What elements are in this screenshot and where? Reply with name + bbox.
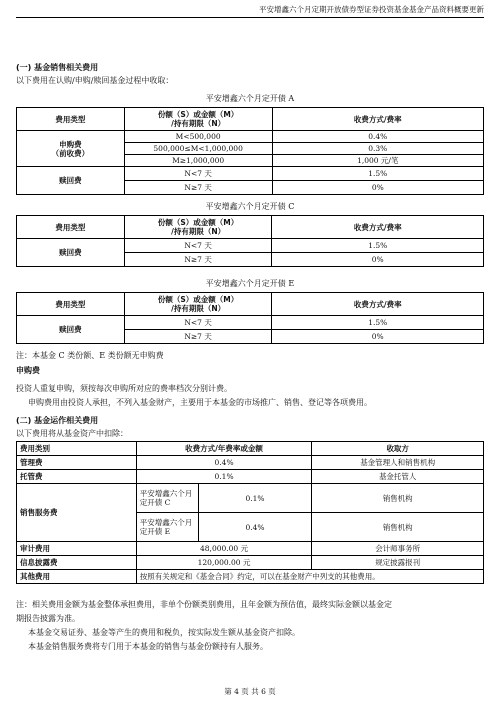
subscription-para-1: 投资人重复申购，须按每次申购所对应的费率档次分别计费。 [16, 384, 232, 393]
header-recipient: 收取方 [312, 442, 484, 456]
header-rate: 收费方式/费率 [272, 108, 483, 131]
fee-rate: 0% [272, 181, 483, 195]
fee-range: M<500,000 [124, 131, 272, 143]
fee-range: N<7 天 [124, 316, 272, 330]
fee-range: M≥1,000,000 [124, 155, 272, 167]
subscription-heading: 申购费 [16, 366, 40, 375]
sales-service-fee-recipient: 销售机构 [312, 484, 484, 513]
fee-range: N≥7 天 [124, 253, 272, 267]
operations-para-2: 本基金销售服务费将专门用于本基金的销售与基金份额持有人服务。 [28, 642, 268, 651]
disclosure-fee-recipient: 规定披露报刊 [312, 556, 484, 570]
fee-rate: 0% [272, 253, 484, 267]
subscription-fee-label: 申购费 （前收费） [17, 131, 125, 167]
running-header: 平安增鑫六个月定期开放债券型证券投资基金基金产品资料概要更新 [259, 5, 484, 14]
fee-table-a [16, 107, 484, 195]
management-fee-value: 0.4% [136, 456, 312, 470]
fee-range: N<7 天 [124, 239, 272, 253]
table-a-caption: 平安增鑫六个月定开债 A [205, 94, 295, 103]
fee-table-c [16, 215, 484, 267]
sales-note: 注：本基金 C 类份额、E 类份额无申购费 [16, 351, 164, 360]
header-fee-type: 费用类型 [17, 216, 125, 239]
table-c-caption: 平安增鑫六个月定开债 C [205, 202, 295, 211]
header-rate: 收费方式/费率 [272, 216, 484, 239]
audit-fee-label: 审计费用 [17, 542, 137, 556]
header-amount: 份额（S）或金额（M） /持有期限（N） [124, 293, 272, 316]
fee-rate: 1.5% [272, 239, 484, 253]
audit-fee-value: 48,000.00 元 [136, 542, 312, 556]
sales-service-fee-label: 销售服务费 [17, 484, 137, 542]
operations-note-line-1: 注：相关费用金额为基金整体承担费用，非单个份额类别费用，且年金额为预估值，最终实际金额以基金定 [16, 600, 392, 609]
header-fee-type: 费用类型 [17, 293, 125, 316]
fee-rate: 1.5% [272, 316, 484, 330]
header-amount: 份额（S）或金额（M） /持有期限（N） [124, 216, 272, 239]
fee-rate: 0.3% [272, 143, 483, 155]
fee-rate: 0.4% [272, 131, 483, 143]
redemption-fee-label: 赎回费 [17, 167, 125, 195]
operations-intro: 以下费用将从基金资产中扣除： [16, 429, 128, 438]
redemption-fee-label: 赎回费 [17, 316, 125, 344]
header-amount: 份额（S）或金额（M） /持有期限（N） [124, 108, 272, 131]
header-method: 收费方式/年费率或金额 [136, 442, 312, 456]
subscription-para-2: 申购费用由投资人承担，不列入基金财产，主要用于本基金的市场推广、销售、登记等各项费用。 [28, 398, 372, 407]
fee-range: 500,000≤M<1,000,000 [124, 143, 272, 155]
management-fee-recipient: 基金管理人和销售机构 [312, 456, 484, 470]
sales-service-fee-value: 0.1% [198, 484, 312, 513]
audit-fee-recipient: 会计师事务所 [312, 542, 484, 556]
disclosure-fee-value: 120,000.00 元 [136, 556, 312, 570]
fee-rate: 1.5% [272, 167, 483, 181]
header-fee-type: 费用类型 [17, 108, 125, 131]
operations-para-1: 本基金交易证券、基金等产生的费用和税负，按实际发生额从基金资产扣除。 [28, 628, 300, 637]
custody-fee-recipient: 基金托管人 [312, 470, 484, 484]
section-heading-sales: (一) 基金销售相关费用 [16, 63, 99, 72]
fee-range: N≥7 天 [124, 181, 272, 195]
share-class-e: 平安增鑫六个月 定开债 E [136, 513, 198, 542]
fee-table-e [16, 292, 484, 344]
fee-rate: 1,000 元/笔 [272, 155, 483, 167]
sales-service-fee-value: 0.4% [198, 513, 312, 542]
header-rate: 收费方式/费率 [272, 293, 484, 316]
fee-range: N≥7 天 [124, 330, 272, 344]
share-class-c: 平安增鑫六个月 定开债 C [136, 484, 198, 513]
other-fee-label: 其他费用 [17, 570, 137, 584]
custody-fee-value: 0.1% [136, 470, 312, 484]
management-fee-label: 管理费 [17, 456, 137, 470]
operations-fee-table [16, 441, 484, 584]
section-heading-operations: (二) 基金运作相关费用 [16, 416, 99, 425]
sales-intro: 以下费用在认购/申购/赎回基金过程中收取： [16, 76, 174, 85]
header-category: 费用类别 [17, 442, 137, 456]
operations-note-line-2: 期报告披露为准。 [16, 614, 80, 623]
table-e-caption: 平安增鑫六个月定开债 E [205, 279, 295, 288]
fee-range: N<7 天 [124, 167, 272, 181]
sales-service-fee-recipient: 销售机构 [312, 513, 484, 542]
custody-fee-label: 托管费 [17, 470, 137, 484]
fee-rate: 0% [272, 330, 484, 344]
page-number: 第 4 页 共 6 页 [224, 687, 276, 696]
other-fee-value: 按照有关规定和《基金合同》约定，可以在基金财产中列支的其他费用。 [136, 570, 483, 584]
header-rule [16, 17, 484, 18]
disclosure-fee-label: 信息披露费 [17, 556, 137, 570]
redemption-fee-label: 赎回费 [17, 239, 125, 267]
